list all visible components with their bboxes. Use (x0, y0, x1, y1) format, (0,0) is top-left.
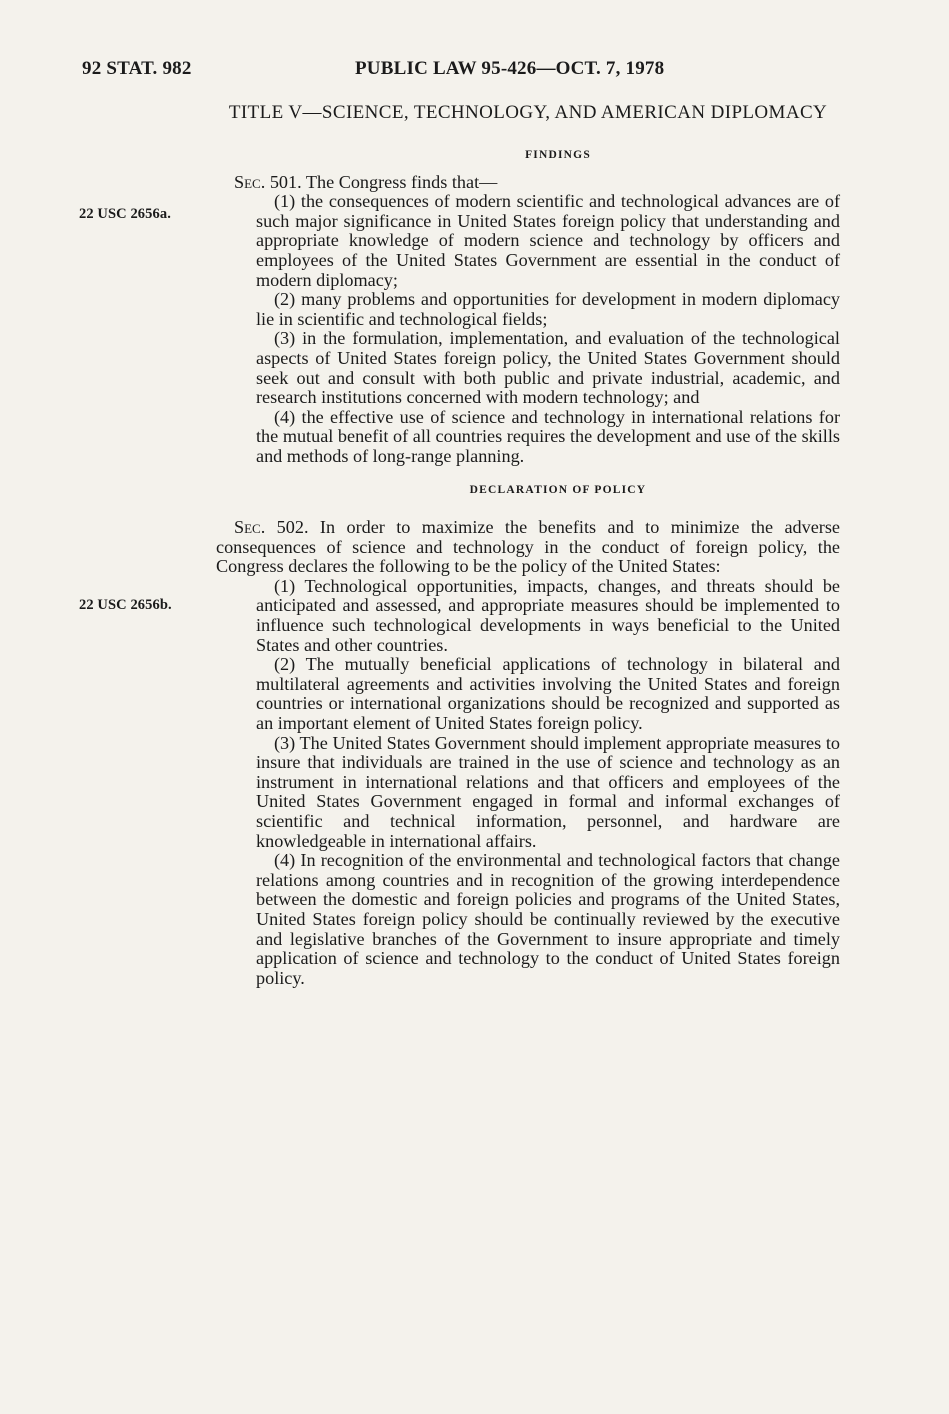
findings-heading: FINDINGS (525, 149, 591, 161)
policy-item-3: (3) The United States Government should implement appropriate measures to insure that individuals are trained in the use of science and technology as an instrument in international relations and that officers and employees of the United States Government engaged in formal and informal exchanges of scientific and technical information, personnel, and hardware are knowledgeable in international affairs. (256, 732, 840, 851)
section-label: Sec. (234, 171, 266, 192)
policy-item-2: (2) The mutually beneficial applications of technology in bilateral and multilateral agreements and activities involving the United States and foreign countries or international organizations should be recognized and supported as an important element of United States foreign policy. (256, 654, 840, 734)
title-heading: TITLE V—SCIENCE, TECHNOLOGY, AND AMERICAN DIPLOMACY (228, 102, 828, 123)
public-law-citation: PUBLIC LAW 95-426—OCT. 7, 1978 (355, 58, 665, 79)
statute-page-number: 92 STAT. 982 (82, 58, 192, 79)
declaration-heading: DECLARATION OF POLICY (469, 483, 647, 496)
margin-citation-2656a: 22 USC 2656a. (79, 206, 171, 222)
section-502-text: 502. In order to maximize the benefits and to minimize the adverse consequences of science and technology in the conduct of foreign policy, the Congress declares the following to be the policy of the United States: (216, 517, 840, 577)
finding-item-1: (1) the consequences of modern scientific and technological advances are of such major significance in United States foreign policy that understanding and appropriate knowledge of modern science and technology by officers and employees of the United States Government are essential in the conduct of modern diplomacy; (256, 191, 840, 290)
finding-item-2: (2) many problems and opportunities for development in modern diplomacy lie in scientific and technological fields; (256, 289, 840, 329)
section-501-intro (216, 173, 840, 193)
finding-item-3: (3) in the formulation, implementation, and evaluation of the technological aspects of United States foreign policy, the United States Government should seek out and consult with both public and private industrial, academic, and research institutions concerned with modern technology; and (256, 328, 840, 408)
policy-item-4: (4) In recognition of the environmental and technological factors that change relations among countries and in recognition of the growing interdependence between the domestic and foreign policies and programs of the United States, United States foreign policy should be continually reviewed by the executive and legislative branches of the Government to insure appropriate and timely application of science and technology to the conduct of United States foreign policy. (256, 850, 840, 988)
document-body (216, 102, 840, 988)
section-501-text: 501. The Congress finds that— (265, 171, 498, 192)
policy-list (216, 577, 840, 988)
findings-list (216, 192, 840, 466)
finding-item-4: (4) the effective use of science and technology in international relations for the mutual benefit of all countries requires the development and use of the skills and methods of long-range planning. (256, 406, 840, 466)
section-label: Sec. (234, 517, 266, 538)
margin-citation-2656b: 22 USC 2656b. (79, 597, 172, 613)
policy-item-1: (1) Technological opportunities, impacts, changes, and threats should be anticipated and assessed, and appropriate measures should be implemented to influence such technological developments in ways beneficial to the United States and other countries. (256, 575, 840, 655)
section-502-intro (216, 518, 840, 577)
